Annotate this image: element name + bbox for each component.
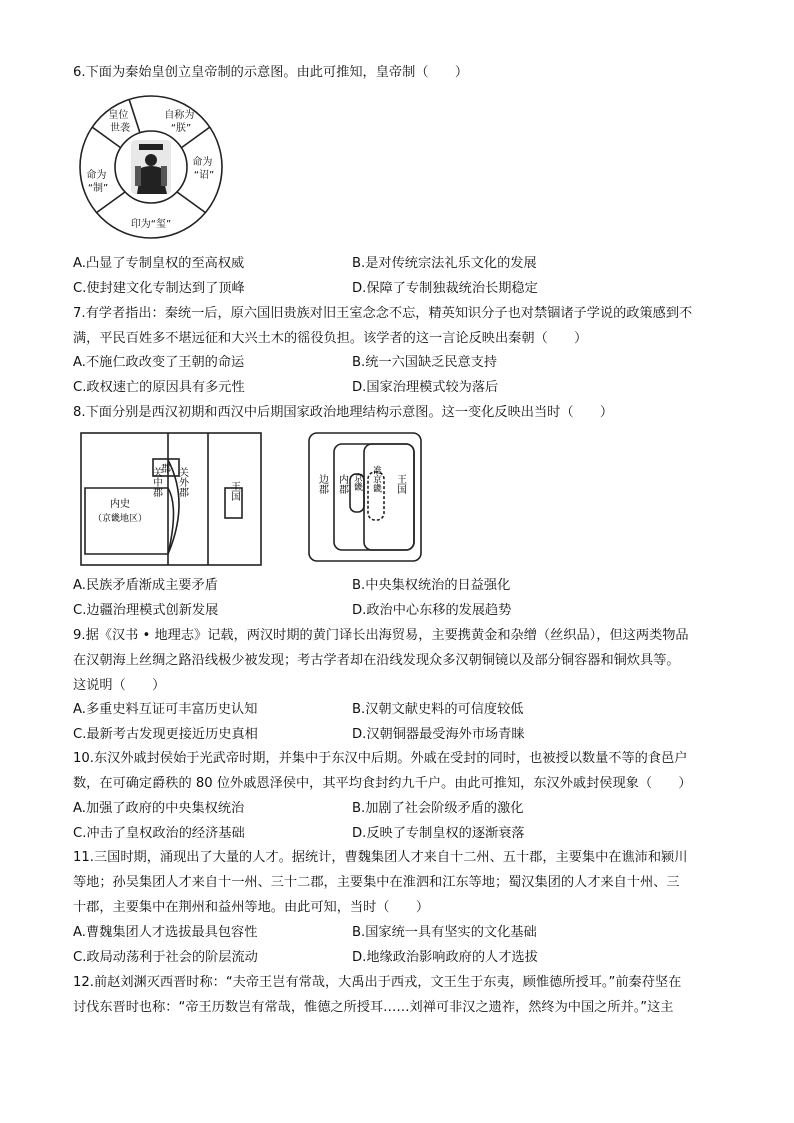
wheel-segment-xi: 印为“玺” xyxy=(130,219,172,230)
q11-option-d[interactable]: D.地缘政治影响政府的人才选拔 xyxy=(352,950,538,965)
label-jingji: 京畿 xyxy=(352,473,362,491)
q7-stem-line-1: 7.有学者指出：秦统一后，原六国旧贵族对旧王室念念不忘，精英知识分子也对禁锢诸子学说的政策感到不 xyxy=(73,306,693,321)
q11-stem-line-2: 等地；孙吴集团人才来自十一州、三十二郡，主要集中在淮泗和江东等地；蜀汉集团的人才来自十州、三 xyxy=(73,875,680,890)
label-zhunjingji: 准京畿 xyxy=(371,465,381,493)
q8-option-a[interactable]: A.民族矛盾渐成主要矛盾 xyxy=(73,578,218,593)
q6-stem: 6.下面为秦始皇创立皇帝制的示意图。由此可推知，皇帝制（ ） xyxy=(73,65,469,80)
q9-stem-line-2: 在汉朝海上丝绸之路沿线极少被发现；考古学者却在沿线发现众多汉朝铜镜以及部分铜容器和铜炊具等。 xyxy=(73,653,680,668)
q8-option-c[interactable]: C.边疆治理模式创新发展 xyxy=(73,603,219,618)
q10-stem-line-2: 数，在可确定爵秩的 80 位外戚恩泽侯中，其平均食封约九千户。由此可推知，东汉外戚封侯现象（ ） xyxy=(73,776,692,791)
q6-emperor-wheel-diagram xyxy=(77,94,225,240)
q8-option-d[interactable]: D.政治中心东移的发展趋势 xyxy=(352,603,512,618)
q8-stem: 8.下面分别是西汉初期和西汉中后期国家政治地理结构示意图。这一变化反映出当时（ ） xyxy=(73,405,614,420)
q9-stem-line-3: 这说明（ ） xyxy=(73,678,166,693)
q8-early-western-han-diagram xyxy=(80,432,262,566)
wheel-segment-zhao: 命为 “诏” xyxy=(192,157,215,181)
label-wangguo: 王国 xyxy=(394,474,406,494)
label-bianjun: 边郡 xyxy=(316,474,328,494)
q10-option-a[interactable]: A.加强了政府的中央集权统治 xyxy=(73,801,245,816)
q9-option-b[interactable]: B.汉朝文献史料的可信度较低 xyxy=(352,702,524,717)
wheel-segment-zhi: 命为 “制” xyxy=(86,170,109,194)
q10-option-d[interactable]: D.反映了专制皇权的逐渐衰落 xyxy=(352,826,525,841)
q12-stem-line-2: 讨伐东晋时也称：“帝王历数岂有常哉，惟德之所授耳……刘禅可非汉之遗祚，然终为中国之所并。”这主 xyxy=(73,1000,674,1015)
q11-stem-line-3: 十郡，主要集中在荆州和益州等地。由此可知，当时（ ） xyxy=(73,900,430,915)
q10-option-c[interactable]: C.冲击了皇权政治的经济基础 xyxy=(73,826,245,841)
label-guanwai: 关外郡 xyxy=(176,467,188,497)
q10-stem-line-1: 10.东汉外戚封侯始于光武帝时期，并集中于东汉中后期。外戚在受封的同时，也被授以数量不等的食邑户 xyxy=(73,751,688,766)
q8-option-b[interactable]: B.中央集权统治的日益强化 xyxy=(352,578,511,593)
q9-option-a[interactable]: A.多重史料互证可丰富历史认知 xyxy=(73,702,258,717)
label-wangguo: 王国 xyxy=(228,481,240,501)
q7-option-b[interactable]: B.统一六国缺乏民意支持 xyxy=(352,355,498,370)
q7-stem-line-2: 满，平民百姓多不堪远征和大兴土木的徭役负担。该学者的这一言论反映出秦朝（ ） xyxy=(73,331,588,346)
q9-option-d[interactable]: D.汉朝铜器最受海外市场青睐 xyxy=(352,727,525,742)
q7-option-d[interactable]: D.国家治理模式较为落后 xyxy=(352,380,499,395)
label-neijun: 内郡 xyxy=(336,474,348,494)
q6-option-c[interactable]: C.使封建文化专制达到了顶峰 xyxy=(73,281,245,296)
q11-option-c[interactable]: C.政局动荡利于社会的阶层流动 xyxy=(73,950,258,965)
q11-option-a[interactable]: A.曹魏集团人才选拔最具包容性 xyxy=(73,925,258,940)
label-neishi: 内史 xyxy=(110,499,130,510)
q9-option-c[interactable]: C.最新考古发现更接近历史真相 xyxy=(73,727,258,742)
q6-option-d[interactable]: D.保障了专制独裁统治长期稳定 xyxy=(352,281,538,296)
q9-stem-line-1: 9.据《汉书 • 地理志》记载，两汉时期的黄门译长出海贸易，主要携黄金和杂缯（丝织品），但这两类物品 xyxy=(73,628,689,643)
emperor-portrait-image xyxy=(131,140,171,194)
q11-option-b[interactable]: B.国家统一具有坚实的文化基础 xyxy=(352,925,537,940)
label-jun: 郡 xyxy=(161,464,171,475)
q10-option-b[interactable]: B.加剧了社会阶级矛盾的激化 xyxy=(352,801,524,816)
label-jingji-area: （京畿地区） xyxy=(92,514,148,524)
q12-stem-line-1: 12.前赵刘渊灭西晋时称：“夫帝王岂有常哉，大禹出于西戎，文王生于东夷，顾惟德所授耳。”前秦苻坚在 xyxy=(73,975,682,990)
wheel-segment-zhen: 自称为 “朕” xyxy=(164,110,195,134)
q6-option-b[interactable]: B.是对传统宗法礼乐文化的发展 xyxy=(352,256,537,271)
q11-stem-line-1: 11.三国时期，涌现出了大量的人才。据统计，曹魏集团人才来自十二州、五十郡，主要集中在谯沛和颍川 xyxy=(73,850,688,865)
q7-option-a[interactable]: A.不施仁政改变了王朝的命运 xyxy=(73,355,245,370)
wheel-segment-throne: 皇位 世袭 xyxy=(108,110,130,134)
q8-late-western-han-diagram xyxy=(308,432,422,562)
q7-option-c[interactable]: C.政权速亡的原因具有多元性 xyxy=(73,380,245,395)
label-guanzhong: 关中郡 xyxy=(150,467,162,497)
q6-option-a[interactable]: A.凸显了专制皇权的至高权威 xyxy=(73,256,245,271)
